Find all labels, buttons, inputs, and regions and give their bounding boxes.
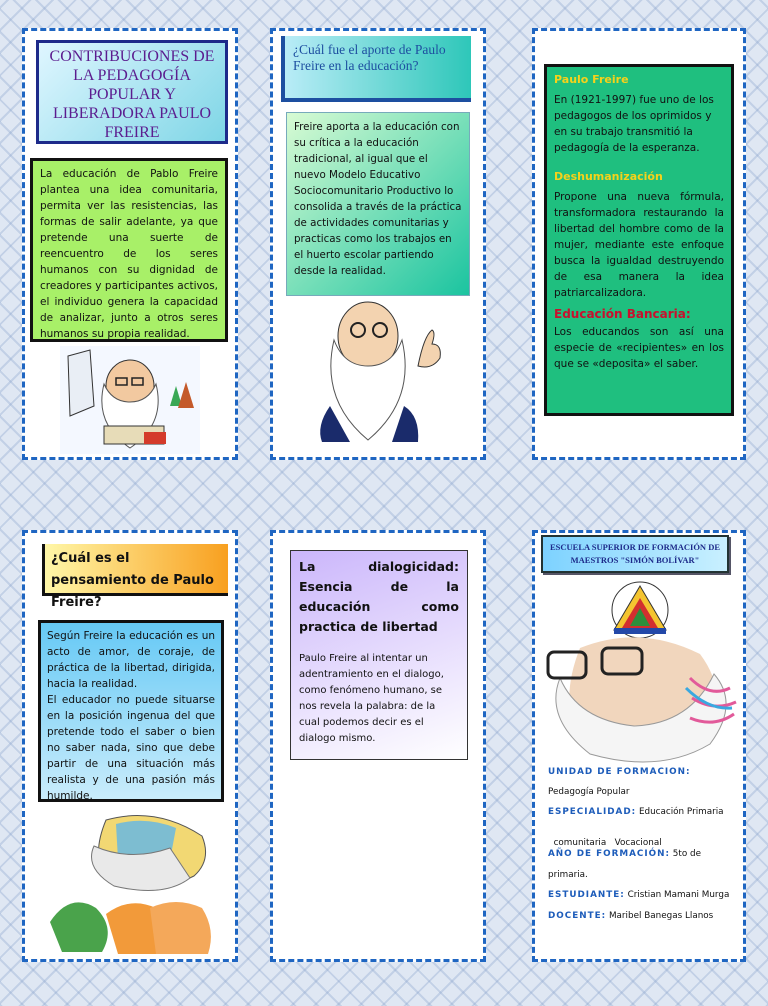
especialidad-value: Educación Primaria bbox=[638, 807, 724, 817]
unidad-formacion-value-row bbox=[548, 787, 630, 797]
pensamiento-text-box bbox=[38, 620, 224, 802]
unidad-formacion-label: UNIDAD DE FORMACION: bbox=[548, 767, 691, 777]
educacion-bancaria-text: Los educandos son así una especie de «recipientes» en los que se «deposita» el saber. bbox=[554, 326, 724, 370]
biography-text: En (1921-1997) fue uno de los pedagogos de los oprimidos y en su trabajo transmitió la pedagogía de la esperanza. bbox=[554, 94, 714, 154]
dialogicidad-text: Paulo Freire al intentar un adentramiento en el dialogo, como fenómeno humano, se nos revela la palabra: de la cual podemos decir es el dialogo mismo. bbox=[299, 653, 444, 744]
especialidad-label: ESPECIALIDAD: bbox=[548, 807, 637, 817]
docente-value: Maribel Banegas Llanos bbox=[608, 911, 714, 921]
aporte-paragraph: Freire aporta a la educación con su crítica a la educación tradicional, al igual que el nuevo Modelo Educativo Sociocomunitario Productivo lo consolida a través de la práctica de actividades comunitarias y practicas como los trabajos en el huerto escolar partiendo desde la realidad. bbox=[294, 121, 462, 277]
estudiante-value: Cristian Mamani Murga bbox=[627, 890, 730, 900]
paulo-freire-heading: Paulo Freire bbox=[554, 73, 629, 86]
especialidad-value2-row bbox=[548, 828, 662, 848]
aporte-text-box bbox=[286, 112, 470, 296]
intro-text-box bbox=[30, 158, 228, 342]
freire-caricature-reading-image bbox=[60, 346, 200, 454]
docente-label: DOCENTE: bbox=[548, 911, 607, 921]
estudiante-label: ESTUDIANTE: bbox=[548, 890, 625, 900]
freire-portrait-image bbox=[540, 638, 740, 760]
especialidad-value2: comunitaria Vocacional bbox=[553, 838, 662, 848]
deshumanizacion-heading: Deshumanización bbox=[554, 170, 663, 183]
unidad-formacion-value: Pedagogía Popular bbox=[548, 787, 630, 797]
school-emblem-logo bbox=[600, 578, 680, 640]
freire-caricature-pointing-image bbox=[300, 296, 460, 446]
especialidad-row bbox=[548, 807, 724, 817]
dialogicidad-box bbox=[290, 550, 468, 760]
anio-formacion-value: 5to de bbox=[672, 849, 702, 859]
anio-formacion-value2-row bbox=[548, 870, 588, 880]
freire-info-box bbox=[544, 64, 734, 416]
school-name-banner: ESCUELA SUPERIOR DE FORMACIÓN DE MAESTROS "SIMÓN BOLÍVAR" bbox=[541, 535, 729, 573]
estudiante-row bbox=[548, 890, 729, 900]
main-title: CONTRIBUCIONES DE LA PEDAGOGÍA POPULAR Y LIBERADORA PAULO FREIRE bbox=[36, 40, 228, 144]
aporte-question: ¿Cuál fue el aporte de Paulo Freire en la educación? bbox=[281, 36, 471, 102]
dialogicidad-heading: La dialogicidad: Esencia de la educación como practica de libertad bbox=[299, 559, 459, 634]
anio-formacion-value2: primaria. bbox=[548, 870, 588, 880]
unidad-formacion-row bbox=[548, 767, 691, 777]
pensamiento-paragraph-2: El educador no puede situarse en la posición ingenua del que pretende todo el saber o bien no saber nada, sino que debe partir de una situación más realista y de una pasión más humilde. bbox=[47, 694, 215, 802]
anio-formacion-row bbox=[548, 849, 701, 859]
pensamiento-paragraph-1: Según Freire la educación es un acto de amor, de coraje, de práctica de la libertad, dirigida, hacia la realidad. bbox=[47, 630, 215, 690]
anio-formacion-label: AÑO DE FORMACIÓN: bbox=[548, 849, 670, 859]
deshumanizacion-text: Propone una nueva fórmula, transformadora restaurando la libertad del hombre como de la mujer, mediante este enfoque busca la igualdad destruyendo de esa manera la idea patriarcalizadora. bbox=[554, 191, 724, 299]
educacion-bancaria-heading: Educación Bancaria: bbox=[554, 307, 691, 321]
docente-row bbox=[548, 911, 713, 921]
intro-paragraph: La educación de Pablo Freire plantea una idea comunitaria, permita ver las resistencias, las formas de salir adelante, ya que pretende una suerte de reencuentro de los seres humanos con su dignidad de creadores y participantes activos, el individuo genera la capacidad de analizar, junto a otros seres humanos su propia realidad. bbox=[40, 168, 218, 340]
pensamiento-question: ¿Cuál es el pensamiento de Paulo Freire? bbox=[42, 544, 228, 596]
faces-and-hands-collage-image bbox=[46, 810, 222, 956]
